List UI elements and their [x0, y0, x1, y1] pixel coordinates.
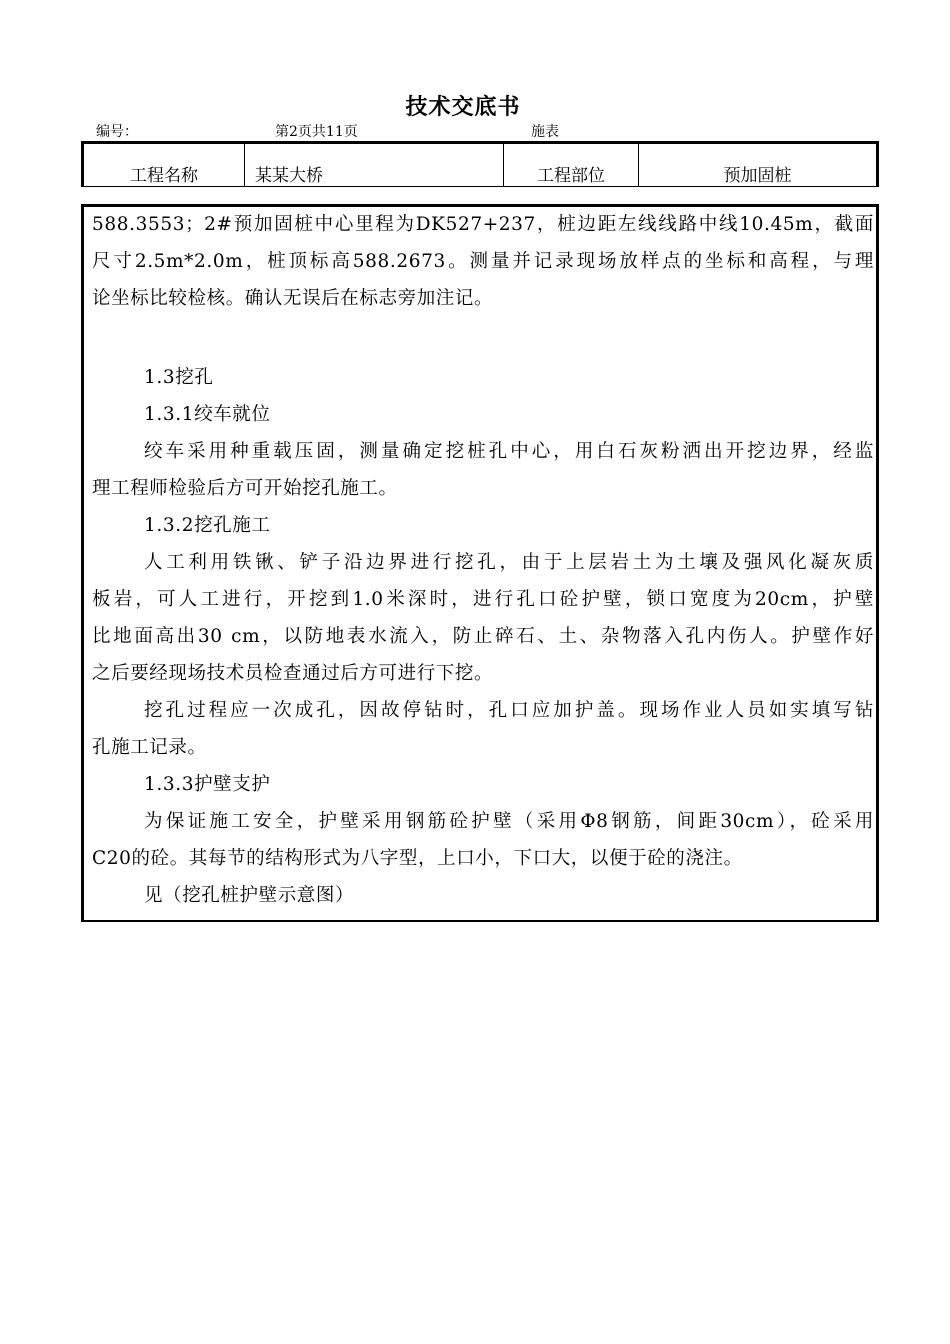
subsection-heading: 1.3.2挖孔施工: [144, 515, 271, 536]
location-label: 工程部位: [503, 144, 638, 186]
content-line: 之后要经现场技术员检查通过后方可进行下挖。: [92, 663, 494, 684]
content-line: 为保证施工安全，护壁采用钢筋砼护壁（采用Φ8钢筋，间距30cm），砼采用: [144, 811, 874, 832]
content-line: 见（挖孔桩护壁示意图）: [144, 885, 355, 906]
project-name-value: 某某大桥: [244, 144, 503, 186]
form-label: 施表: [531, 124, 559, 140]
document-code-label: 编号：: [96, 124, 138, 140]
content-line: 孔施工记录。: [92, 737, 207, 758]
content-line: 人工利用铁锹、铲子沿边界进行挖孔，由于上层岩土为土壤及强风化凝灰质: [144, 552, 874, 573]
document-title: 技术交底书: [405, 94, 521, 120]
content-line: C20的砼。其每节的结构形式为八字型，上口小，下口大，以便于砼的浇注。: [92, 848, 743, 869]
header-table: [81, 141, 879, 187]
project-name-label: 工程名称: [130, 166, 198, 186]
subsection-heading: 1.3.3护壁支护: [144, 774, 271, 795]
content-line: 理工程师检验后方可开始挖孔施工。: [92, 478, 398, 499]
content-line: 588.3553；2#预加固桩中心里程为DK527+237，桩边距左线线路中线10.45m，截面: [92, 214, 874, 235]
section-heading: 1.3挖孔: [144, 367, 214, 388]
meta-row: [0, 121, 950, 141]
content-box: [81, 204, 879, 922]
content-line: 论坐标比较检核。确认无误后在标志旁加注记。: [92, 288, 494, 309]
content-line: 挖孔过程应一次成孔，因故停钻时，孔口应加护盖。现场作业人员如实填写钻: [144, 700, 874, 721]
content-line: 板岩，可人工进行，开挖到1.0米深时，进行孔口砼护壁，锁口宽度为20cm，护壁: [92, 589, 874, 610]
content-line: 绞车采用种重载压固，测量确定挖桩孔中心，用白石灰粉洒出开挖边界，经监: [144, 441, 874, 462]
content-line: 比地面高出30 cm，以防地表水流入，防止碎石、土、杂物落入孔内伤人。护壁作好: [92, 626, 874, 647]
location-value: 预加固桩: [638, 144, 876, 186]
subsection-heading: 1.3.1绞车就位: [144, 404, 271, 425]
content-line: 尺寸2.5m*2.0m，桩顶标高588.2673。测量并记录现场放样点的坐标和高程，与理: [92, 251, 874, 272]
page-info: 第2页共11页: [275, 124, 358, 140]
